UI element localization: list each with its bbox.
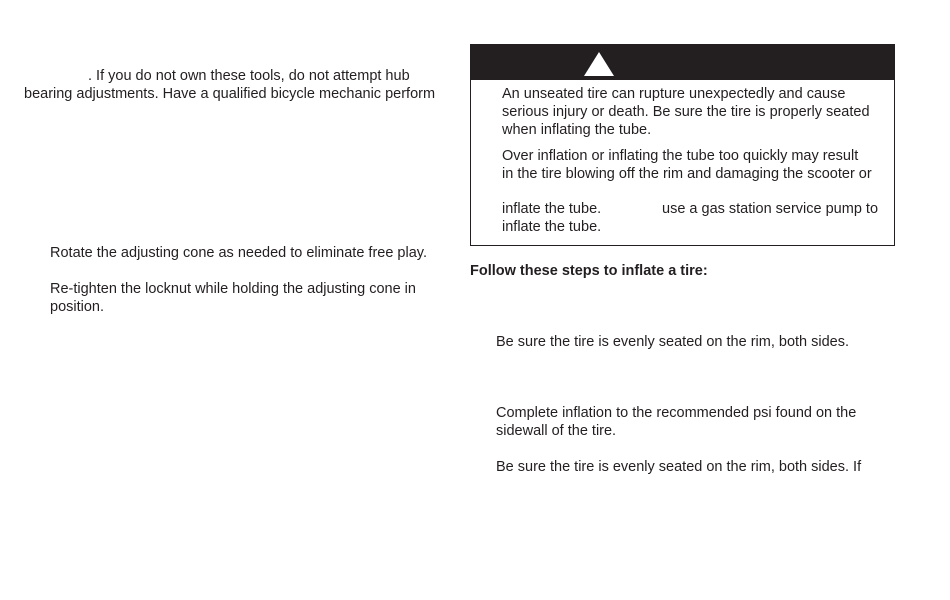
warning-para2-line1: Over inflation or inflating the tube too quickly may result [502, 148, 859, 164]
warning-para3-line1-right: use a gas station service pump to [662, 201, 879, 217]
warning-triangle-icon [584, 52, 614, 76]
warning-box [470, 44, 895, 246]
step-tire-seated-if: Be sure the tire is evenly seated on the rim, both sides. If [496, 459, 862, 475]
step-tire-seated: Be sure the tire is evenly seated on the rim, both sides. [496, 334, 850, 350]
warning-para3-line2: inflate the tube. [502, 219, 602, 235]
warning-para1-line3: when inflating the tube. [502, 122, 652, 138]
inflate-heading: Follow these steps to inflate a tire: [470, 263, 708, 279]
tools-text-line-2: bearing adjustments. Have a qualified bicycle mechanic perform [24, 86, 436, 102]
step-rotate-cone: Rotate the adjusting cone as needed to eliminate free play. [50, 245, 427, 261]
warning-header [471, 45, 894, 80]
warning-para1-line1: An unseated tire can rupture unexpectedly and cause [502, 86, 846, 102]
step-retighten-line-1: Re-tighten the locknut while holding the adjusting cone in [50, 281, 416, 297]
step-complete-inflation-line-2: sidewall of the tire. [496, 423, 617, 439]
warning-para2-line2: in the tire blowing off the rim and damaging the scooter or [502, 166, 872, 182]
tools-text-line-1: . If you do not own these tools, do not attempt hub [88, 68, 410, 84]
step-retighten-line-2: position. [50, 299, 105, 315]
step-complete-inflation-line-1: Complete inflation to the recommended psi found on the [496, 405, 857, 421]
warning-para3-line1-left: inflate the tube. [502, 201, 602, 217]
warning-para1-line2: serious injury or death. Be sure the tire is properly seated [502, 104, 870, 120]
